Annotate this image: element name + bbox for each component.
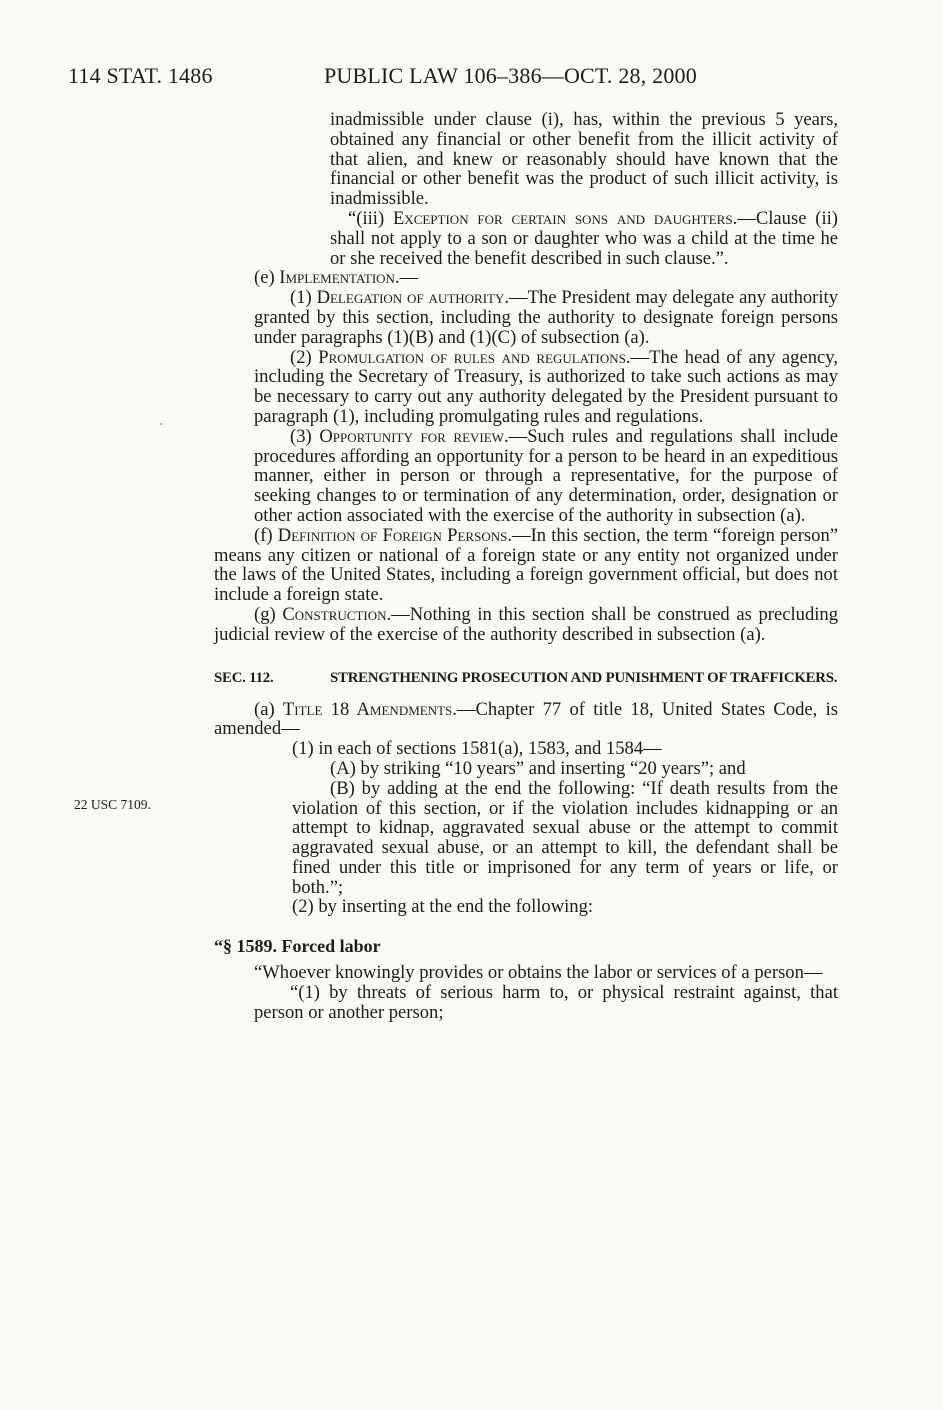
subsection-e-number: (e) (254, 267, 280, 289)
subsection-a-number: (a) (254, 698, 283, 720)
subsection-f-number: (f) (254, 524, 278, 546)
section-1589-heading: “§ 1589. Forced labor (214, 936, 381, 957)
section-number: SEC. 112. (214, 669, 274, 686)
subparagraph-b: (B) by adding at the end the following: “If death results from the violation of this section, or if the violation includes kidnapping or an attempt to kidnap, aggravated sexual abuse or the attempt to commit aggravated sexual abuse, or an attempt to kill, the defendant shall be fined under this title or imprisoned for any term of years or life, or both.”; (292, 777, 838, 898)
subsection-g-number: (g) (254, 603, 283, 625)
forced-labor-text: “Whoever knowingly provides or obtains the labor or services of a person— (254, 962, 823, 984)
clause-iii-heading: Exception for certain sons and daughters (392, 207, 733, 229)
subsection-a-text: .—Chapter 77 of title 18, United States Code, is amended— (214, 698, 838, 740)
paragraph-e2 (254, 348, 838, 427)
paragraph-e1-heading: Delegation of authority (316, 287, 505, 309)
section-112-heading (214, 669, 838, 688)
subsection-g-text: .—Nothing in this section shall be construed as precluding judicial review of the exercise of the authority described in subsection (a). (214, 603, 838, 645)
paragraph-e3-heading: Opportunity for review (319, 425, 504, 447)
continued-paragraph: inadmissible under clause (i), has, within the previous 5 years, obtained any financial or other benefit from the illicit activity of that alien, and knew or reasonably should have known that the financial or other benefit was the product of such illicit activity, is inadmissible. (330, 109, 838, 210)
paragraph-e1 (254, 288, 838, 347)
section-title: STRENGTHENING PROSECUTION AND PUNISHMENT OF TRAFFICKERS. (330, 669, 838, 686)
forced-labor-paragraph-1: “(1) by threats of serious harm to, or physical restraint against, that person or another person; (254, 981, 838, 1023)
clause-iii-text: .—Clause (ii) shall not apply to a son or daughter who was a child at the time he or she received the benefit described in such clause.”. (330, 207, 838, 269)
paragraph-e3 (254, 427, 838, 526)
subsection-a (214, 700, 838, 740)
subsection-g (214, 605, 838, 645)
paragraph-a2: (2) by inserting at the end the following: (292, 896, 594, 918)
clause-iii-number: “(iii) (348, 207, 393, 229)
subsection-f (214, 526, 838, 605)
paragraph-e3-text: .—Such rules and regulations shall include procedures affording an opportunity for a person to be heard in an expeditious manner, either in person or through a representative, for the purpose of seeking changes to or termination of any determination, order, designation or other action associated with the exercise of the authority in subsection (a). (254, 425, 838, 526)
subparagraph-a: (A) by striking “10 years” and inserting “20 years”; and (330, 757, 746, 779)
paragraph-e1-text: .—The President may delegate any authority granted by this section, including the authority to designate foreign persons under paragraphs (1)(B) and (1)(C) of subsection (a). (254, 287, 838, 348)
paragraph-a1: (1) in each of sections 1581(a), 1583, and 1584— (292, 738, 662, 760)
paragraph-e2-heading: Promulgation of rules and regulations (318, 346, 626, 368)
page-folio: 114 STAT. 1486 (68, 63, 213, 88)
subsection-f-heading: Definition of Foreign Persons (277, 524, 508, 546)
paragraph-e2-number: (2) (290, 346, 319, 368)
paragraph-e1-number: (1) (290, 287, 317, 309)
subsection-g-heading: Construction (282, 603, 387, 625)
paragraph-e3-number: (3) (290, 425, 320, 447)
law-title: PUBLIC LAW 106–386—OCT. 28, 2000 (324, 63, 697, 88)
margin-note-usc: 22 USC 7109. (74, 797, 151, 812)
paragraph-e2-text: .—The head of any agency, including the Secretary of Treasury, is authorized to take such actions as may be necessary to carry out any authority delegated by the President pursuant to paragraph (1), including promulgating rules and regulations. (254, 346, 838, 427)
scan-speck (160, 423, 162, 425)
clause-iii (330, 209, 838, 268)
subsection-e-dash: .— (394, 267, 419, 289)
subsection-e (254, 268, 838, 288)
subsection-a-heading: Title 18 Amendments (282, 698, 453, 720)
subsection-f-text: .—In this section, the term “foreign person” means any citizen or national of a foreign state or any entity not organized under the laws of the United States, including a foreign government official, but does not include a foreign state. (214, 524, 838, 606)
subsection-e-heading: Implementation (279, 267, 395, 289)
body-text (214, 110, 838, 1022)
